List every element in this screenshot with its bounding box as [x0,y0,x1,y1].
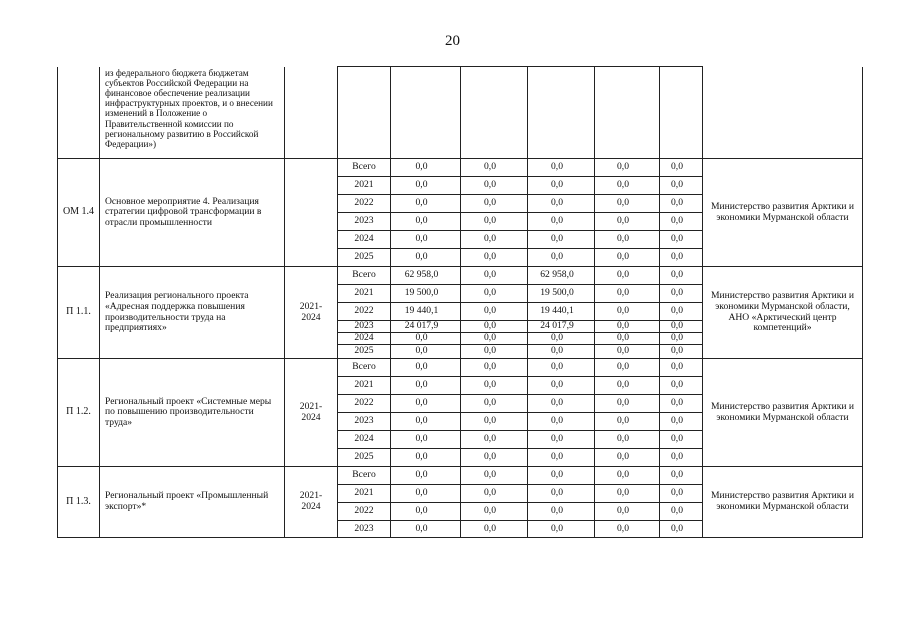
value-cell: 0,0 [660,285,703,303]
year-label: 2025 [338,449,391,467]
value-cell: 0,0 [461,159,528,177]
value-cell: 0,0 [595,159,660,177]
value-cell: 0,0 [660,213,703,231]
table-row [58,359,863,377]
row-period: 2021- 2024 [285,359,338,467]
year-label: 2021 [338,285,391,303]
row-executor: Министерство развития Арктики и экономики Мурманской области [703,467,863,538]
year-label: 2024 [338,333,391,345]
value-cell: 0,0 [391,413,461,431]
value-cell: 0,0 [660,359,703,377]
year-label: 2021 [338,485,391,503]
value-cell: 0,0 [660,467,703,485]
value-cell: 0,0 [528,177,595,195]
value-cell: 0,0 [595,249,660,267]
value-cell [461,67,528,159]
year-label: 2024 [338,231,391,249]
table-row [58,467,863,485]
value-cell: 0,0 [595,213,660,231]
value-cell: 0,0 [461,431,528,449]
year-label: 2022 [338,395,391,413]
row-name: Реализация регионального проекта «Адресная поддержка повышения производительности труда на предприятиях» [100,267,285,359]
table-body [58,67,863,538]
year-label: 2022 [338,195,391,213]
value-cell: 0,0 [528,249,595,267]
value-cell: 0,0 [595,395,660,413]
value-cell: 0,0 [528,431,595,449]
intro-text-cell: из федерального бюджета бюджетам субъектов Российской Федерации на финансовое обеспечение реализации инфраструктурных проектов, и о внесении изменений в Положение о Правительственной комиссии по региональному развитию в Российской Федерации») [100,67,285,159]
value-cell: 0,0 [461,267,528,285]
value-cell: 0,0 [528,195,595,213]
value-cell: 0,0 [660,267,703,285]
value-cell: 0,0 [595,413,660,431]
value-cell: 0,0 [528,359,595,377]
value-cell: 0,0 [391,195,461,213]
value-cell: 0,0 [461,413,528,431]
year-label: 2023 [338,521,391,538]
value-cell: 0,0 [595,521,660,538]
year-label: 2021 [338,177,391,195]
year-label: Всего [338,467,391,485]
value-cell: 0,0 [461,285,528,303]
value-cell: 0,0 [461,377,528,395]
row-period: 2021- 2024 [285,267,338,359]
code-cell [58,67,100,159]
value-cell: 0,0 [595,485,660,503]
value-cell: 0,0 [528,213,595,231]
value-cell: 0,0 [391,377,461,395]
value-cell: 0,0 [461,177,528,195]
value-cell: 0,0 [461,395,528,413]
value-cell: 0,0 [461,345,528,359]
value-cell: 0,0 [461,303,528,321]
value-cell: 0,0 [528,333,595,345]
value-cell: 0,0 [528,377,595,395]
value-cell: 19 500,0 [528,285,595,303]
value-cell: 0,0 [595,503,660,521]
year-label: Всего [338,159,391,177]
value-cell: 0,0 [660,413,703,431]
value-cell: 0,0 [660,377,703,395]
value-cell: 0,0 [660,345,703,359]
table-row-intro [58,67,863,159]
value-cell: 0,0 [528,503,595,521]
value-cell: 0,0 [660,195,703,213]
value-cell: 0,0 [461,213,528,231]
value-cell: 0,0 [528,521,595,538]
value-cell [660,67,703,159]
row-period: 2021- 2024 [285,467,338,538]
value-cell: 0,0 [391,449,461,467]
value-cell: 0,0 [391,359,461,377]
row-name: Региональный проект «Системные меры по повышению производительности труда» [100,359,285,467]
value-cell [391,67,461,159]
year-label: Всего [338,267,391,285]
table-row [58,267,863,285]
value-cell: 0,0 [461,449,528,467]
value-cell: 0,0 [660,395,703,413]
value-cell: 0,0 [660,249,703,267]
year-cell [338,67,391,159]
value-cell: 0,0 [595,467,660,485]
value-cell: 0,0 [461,503,528,521]
value-cell: 0,0 [461,333,528,345]
value-cell: 0,0 [528,395,595,413]
table-row [58,159,863,177]
value-cell: 24 017,9 [528,321,595,333]
value-cell: 0,0 [391,521,461,538]
value-cell: 0,0 [595,267,660,285]
value-cell: 0,0 [391,467,461,485]
value-cell [595,67,660,159]
row-executor: Министерство развития Арктики и экономики Мурманской области, АНО «Арктический центр компетенций» [703,267,863,359]
value-cell: 0,0 [528,413,595,431]
value-cell: 0,0 [595,333,660,345]
year-label: 2025 [338,345,391,359]
value-cell: 0,0 [595,431,660,449]
row-code: П 1.3. [58,467,100,538]
year-label: 2022 [338,503,391,521]
value-cell: 0,0 [660,521,703,538]
value-cell: 0,0 [391,213,461,231]
value-cell: 19 500,0 [391,285,461,303]
value-cell: 0,0 [595,231,660,249]
value-cell: 0,0 [660,159,703,177]
page-number: 20 [445,33,460,49]
value-cell: 0,0 [391,395,461,413]
value-cell: 0,0 [528,345,595,359]
value-cell: 0,0 [528,467,595,485]
value-cell: 0,0 [595,359,660,377]
value-cell: 19 440,1 [528,303,595,321]
value-cell: 0,0 [461,521,528,538]
value-cell: 0,0 [461,467,528,485]
value-cell: 0,0 [461,485,528,503]
value-cell: 0,0 [461,195,528,213]
value-cell: 0,0 [391,333,461,345]
value-cell: 0,0 [660,431,703,449]
value-cell: 62 958,0 [528,267,595,285]
executor-cell [703,67,863,159]
row-code: П 1.2. [58,359,100,467]
value-cell: 0,0 [595,345,660,359]
year-label: 2021 [338,377,391,395]
value-cell: 0,0 [660,303,703,321]
value-cell [528,67,595,159]
value-cell: 0,0 [391,503,461,521]
value-cell: 0,0 [461,249,528,267]
value-cell: 0,0 [660,333,703,345]
row-code: П 1.1. [58,267,100,359]
value-cell: 0,0 [391,485,461,503]
budget-table [57,66,863,538]
value-cell: 0,0 [391,431,461,449]
value-cell: 0,0 [391,177,461,195]
value-cell: 62 958,0 [391,267,461,285]
value-cell: 0,0 [595,285,660,303]
value-cell: 0,0 [391,249,461,267]
value-cell: 0,0 [660,449,703,467]
value-cell: 0,0 [595,377,660,395]
value-cell: 0,0 [660,231,703,249]
row-period [285,159,338,267]
value-cell: 0,0 [461,359,528,377]
value-cell: 0,0 [595,303,660,321]
value-cell: 0,0 [660,485,703,503]
row-code: ОМ 1.4 [58,159,100,267]
value-cell: 0,0 [391,345,461,359]
value-cell: 0,0 [391,159,461,177]
year-label: 2023 [338,413,391,431]
row-executor: Министерство развития Арктики и экономики Мурманской области [703,359,863,467]
value-cell: 0,0 [528,231,595,249]
year-label: 2023 [338,321,391,333]
value-cell: 0,0 [528,485,595,503]
row-name: Региональный проект «Промышленный экспорт»* [100,467,285,538]
value-cell: 0,0 [660,321,703,333]
value-cell: 0,0 [595,195,660,213]
value-cell: 0,0 [660,503,703,521]
year-label: 2023 [338,213,391,231]
value-cell: 24 017,9 [391,321,461,333]
value-cell: 0,0 [595,321,660,333]
value-cell: 0,0 [391,231,461,249]
year-label: Всего [338,359,391,377]
year-label: 2022 [338,303,391,321]
year-label: 2024 [338,431,391,449]
value-cell: 0,0 [528,159,595,177]
year-label: 2025 [338,249,391,267]
value-cell: 19 440,1 [391,303,461,321]
value-cell: 0,0 [660,177,703,195]
period-cell [285,67,338,159]
row-name: Основное мероприятие 4. Реализация стратегии цифровой трансформации в отрасли промышленности [100,159,285,267]
value-cell: 0,0 [528,449,595,467]
value-cell: 0,0 [595,449,660,467]
row-executor: Министерство развития Арктики и экономики Мурманской области [703,159,863,267]
value-cell: 0,0 [461,231,528,249]
value-cell: 0,0 [595,177,660,195]
value-cell: 0,0 [461,321,528,333]
